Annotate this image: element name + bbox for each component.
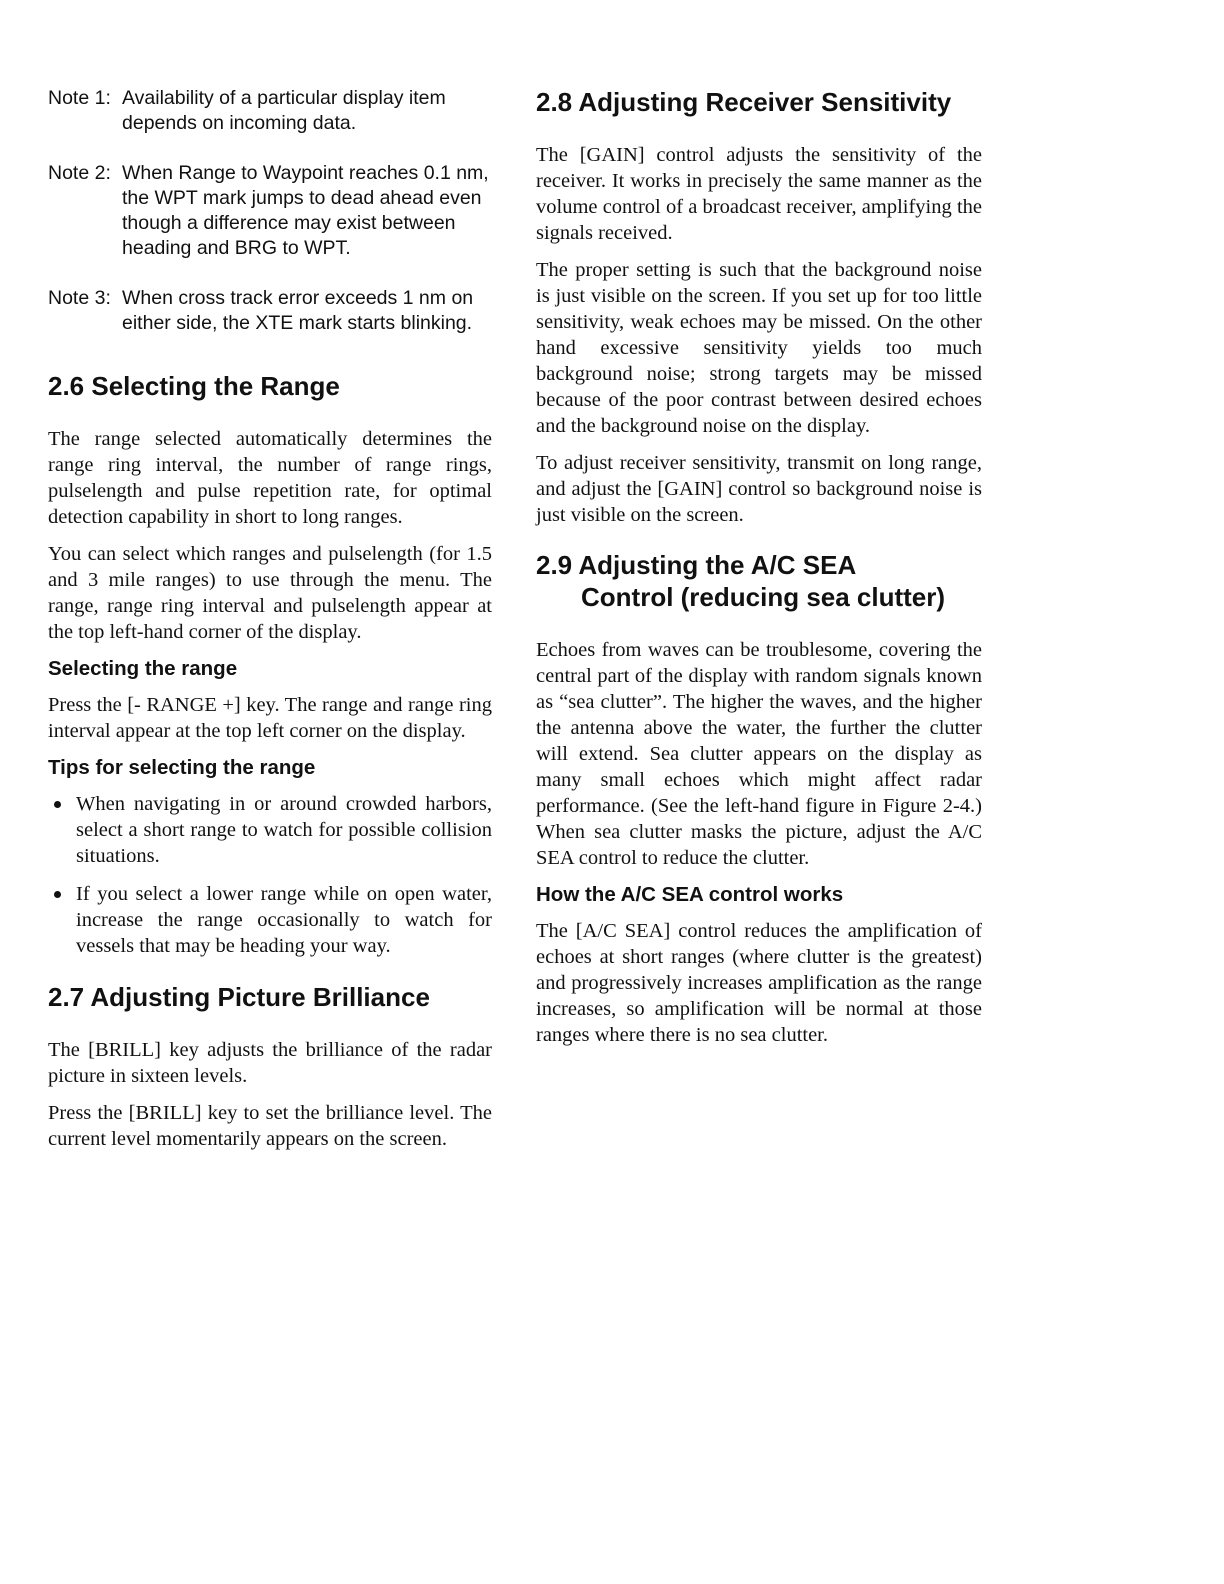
note-label: Note 1: [48,87,111,109]
section-2-6-paragraph-1: The range selected automatically determines the range ring interval, the number of range rings, pulselength and pulse repetition rate, for optimal detection capability in short to long ranges. [48,428,492,528]
section-2-7-paragraph-2: Press the [BRILL] key to set the brilliance level. The current level momentarily appears on the screen. [48,1102,492,1150]
section-2-6-heading: 2.6 Selecting the Range [48,371,340,401]
section-2-7-paragraph-1: The [BRILL] key adjusts the brilliance of the radar picture in sixteen levels. [48,1039,492,1087]
heading-line-1: 2.9 Adjusting the A/C SEA [536,550,857,580]
note-1 [48,86,492,136]
section-2-6-paragraph-2: You can select which ranges and pulselength (for 1.5 and 3 mile ranges) to use through the menu. The range, range ring interval and pulselength appear at the top left-hand corner of the display. [48,543,492,643]
note-3 [48,286,492,336]
note-text: When Range to Waypoint reaches 0.1 nm, the WPT mark jumps to dead ahead even though a difference may exist between heading and BRG to WPT. [122,162,489,259]
right-column [536,86,982,1059]
bullet-icon [54,891,61,898]
note-text: When cross track error exceeds 1 nm on either side, the XTE mark starts blinking. [122,287,474,334]
heading-line-2: Control (reducing sea clutter) [581,582,946,612]
section-2-7-heading: 2.7 Adjusting Picture Brilliance [48,982,430,1012]
section-2-9-paragraph-1: Echoes from waves can be troublesome, covering the central part of the display with random signals known as “sea clutter”. The higher the waves, and the higher the antenna above the water, the further the clutter will extend. Sea clutter appears on the display as many small echoes which might affect radar performance. (See the left-hand figure in Figure 2-4.) When sea clutter masks the picture, adjust the A/C SEA control to reduce the clutter. [536,639,982,869]
left-column [48,86,492,1163]
list-item [48,881,492,959]
bullet-icon [54,801,61,808]
note-label: Note 2: [48,162,111,184]
section-2-8-heading: 2.8 Adjusting Receiver Sensitivity [536,87,952,117]
selecting-range-paragraph: Press the [- RANGE +] key. The range and range ring interval appear at the top left corner on the display. [48,694,492,742]
list-item [48,791,492,869]
list-item-text: If you select a lower range while on open water, increase the range occasionally to watch for vessels that may be heading your way. [76,883,492,957]
note-text: Availability of a particular display item depends on incoming data. [122,87,446,134]
list-item-text: When navigating in or around crowded harbors, select a short range to watch for possible collision situations. [76,793,492,867]
section-2-8-paragraph-2: The proper setting is such that the background noise is just visible on the screen. If you set up for too little sensitivity, weak echoes may be missed. On the other hand excessive sensitivity yields too much background noise; strong targets may be missed because of the poor contrast between desired echoes and the background noise on the display. [536,259,982,437]
how-ac-sea-works-subheading: How the A/C SEA control works [536,883,844,906]
tips-subheading: Tips for selecting the range [48,756,316,779]
section-2-9-paragraph-2: The [A/C SEA] control reduces the amplification of echoes at short ranges (where clutter is the greatest) and progressively increases amplification as the range increases, so amplification will be normal at those ranges where there is no sea clutter. [536,920,982,1046]
section-2-8-paragraph-3: To adjust receiver sensitivity, transmit on long range, and adjust the [GAIN] control so background noise is just visible on the screen. [536,452,982,526]
note-label: Note 3: [48,287,111,309]
section-2-9-heading [536,549,982,613]
section-2-8-paragraph-1: The [GAIN] control adjusts the sensitivity of the receiver. It works in precisely the same manner as the volume control of a broadcast receiver, amplifying the signals received. [536,144,982,244]
tips-list [48,791,492,959]
selecting-range-subheading: Selecting the range [48,657,238,680]
note-2 [48,161,492,261]
